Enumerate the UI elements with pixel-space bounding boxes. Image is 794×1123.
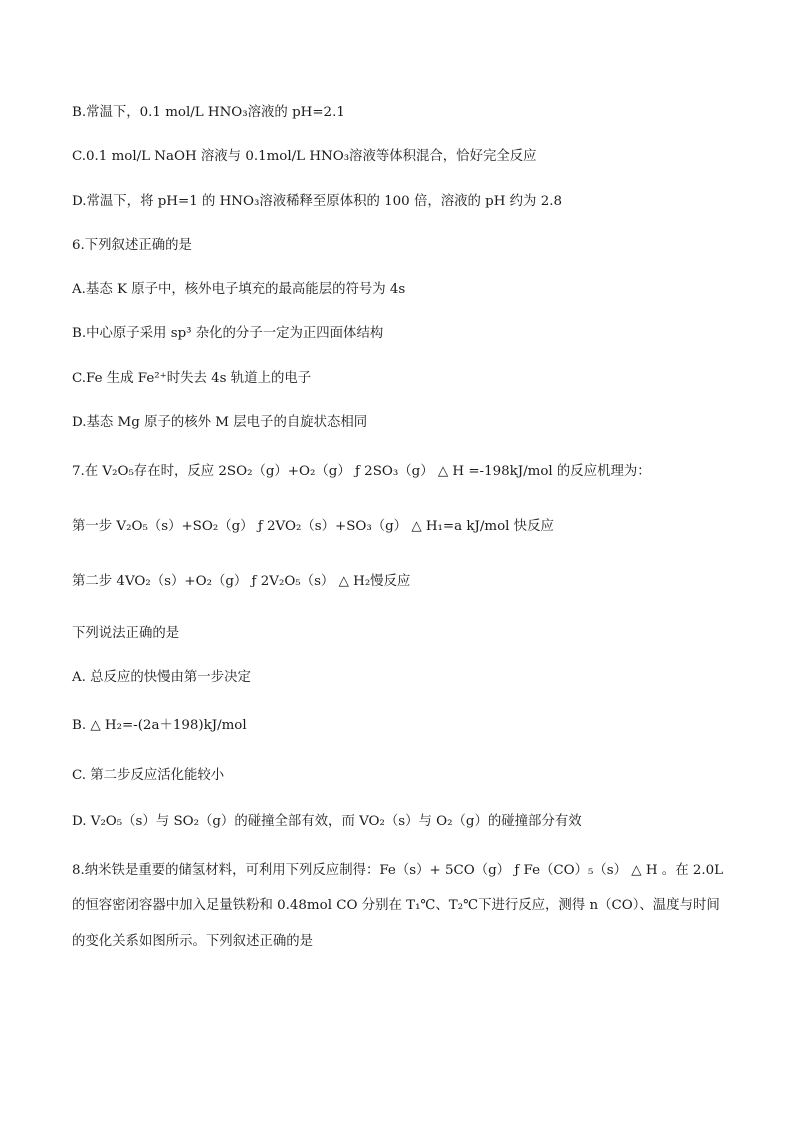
option-7c: C. 第二步反应活化能较小 — [72, 768, 225, 783]
option-7d: D. V₂O₅（s）与 SO₂（g）的碰撞全部有效，而 VO₂（s）与 O₂（g）的碰撞部分有效 — [72, 814, 582, 829]
question-6: 6.下列叙述正确的是 — [72, 238, 192, 253]
option-6d: D.基态 Mg 原子的核外 M 层电子的自旋状态相同 — [72, 415, 368, 430]
option-5b: B.常温下，0.1 mol/L HNO₃溶液的 pH=2.1 — [72, 105, 345, 120]
option-6c: C.Fe 生成 Fe²⁺时失去 4s 轨道上的电子 — [72, 371, 312, 386]
option-6a: A.基态 K 原子中，核外电子填充的最高能层的符号为 4s — [72, 282, 406, 297]
option-5d: D.常温下，将 pH=1 的 HNO₃溶液稀释至原体积的 100 倍，溶液的 pH 约为 2.8 — [72, 194, 562, 209]
option-7a: A. 总反应的快慢由第一步决定 — [72, 670, 251, 685]
option-7b: B. △ H₂=-(2a＋198)kJ/mol — [72, 718, 247, 733]
question-8-line-1: 8.纳米铁是重要的储氢材料，可利用下列反应制得：Fe（s）+ 5CO（g） ƒ Fe（CO）₅（s） △ H 。在 2.0L — [72, 863, 724, 878]
question-8-line-2: 的恒容密闭容器中加入足量铁粉和 0.48mol CO 分别在 T₁℃、T₂℃下进行反应，测得 n（CO）、温度与时间 — [72, 898, 720, 913]
question-7-step-2: 第二步 4VO₂（s）+O₂（g） ƒ 2V₂O₅（s） △ H₂慢反应 — [72, 574, 411, 589]
option-6b: B.中心原子采用 sp³ 杂化的分子一定为正四面体结构 — [72, 326, 384, 341]
question-7-step-1: 第一步 V₂O₅（s）+SO₂（g） ƒ 2VO₂（s）+SO₃（g） △ H₁=a kJ/mol 快反应 — [72, 519, 554, 534]
question-8-line-3: 的变化关系如图所示。下列叙述正确的是 — [72, 934, 314, 949]
option-5c: C.0.1 mol/L NaOH 溶液与 0.1mol/L HNO₃溶液等体积混合，恰好完全反应 — [72, 149, 537, 164]
question-7: 7.在 V₂O₅存在时，反应 2SO₂（g）+O₂（g） ƒ 2SO₃（g） △ H =-198kJ/mol 的反应机理为： — [72, 464, 651, 479]
question-7-prompt: 下列说法正确的是 — [72, 626, 180, 641]
